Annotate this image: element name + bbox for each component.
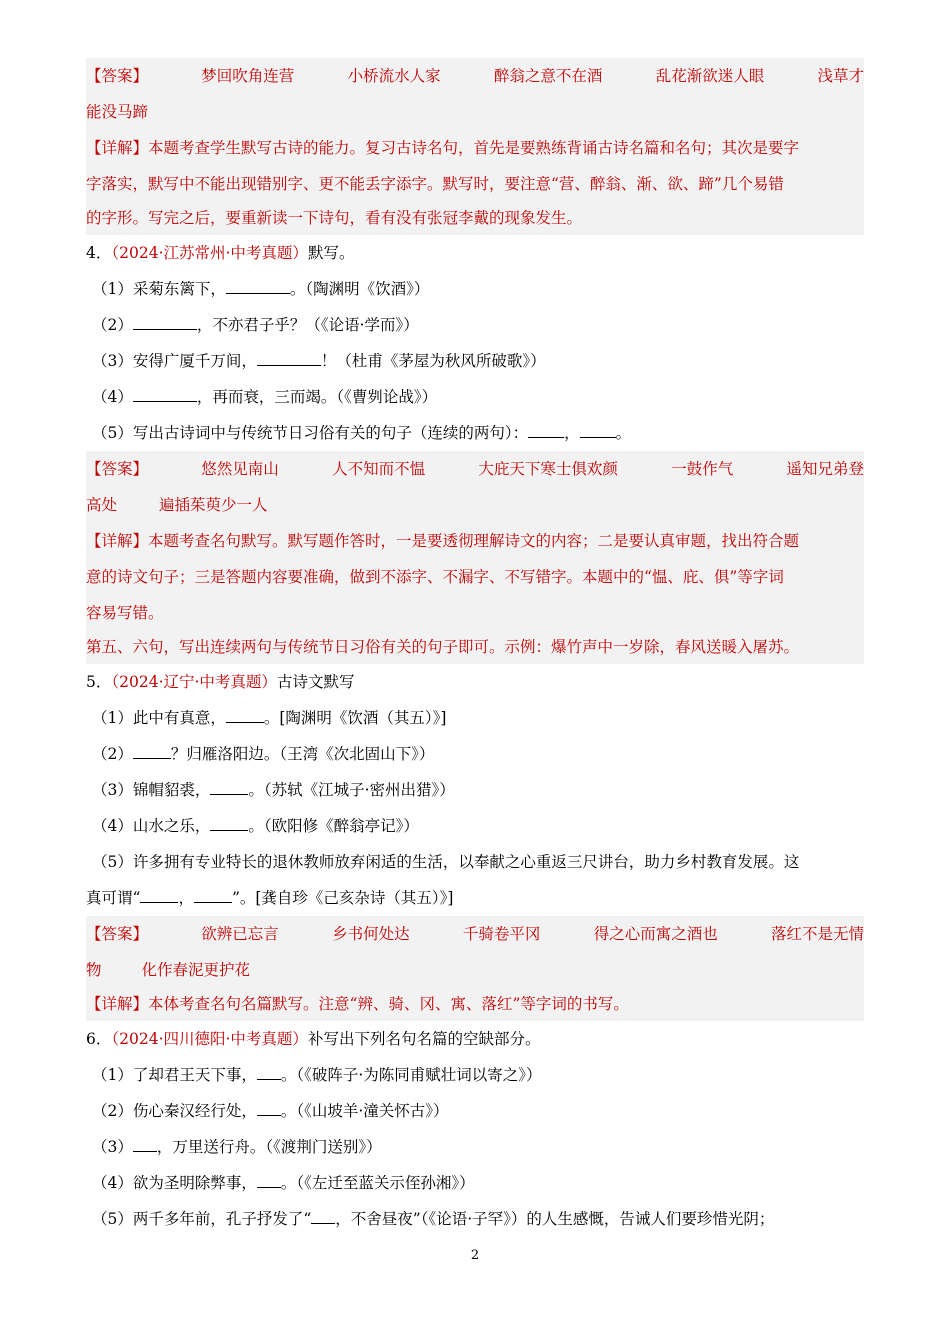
question-item [86,772,864,808]
question-title: 默写。 [307,244,355,262]
answer-block-q5 [86,916,864,988]
answer-item: 乡书何处达 [332,925,410,943]
question-4-heading [86,235,864,271]
answer-item: 大庇天下寒士俱欢颜 [478,460,618,478]
fill-blank [257,1173,281,1188]
item-text: 。（陶渊明《饮酒》） [289,280,430,298]
item-text: ！（杜甫《茅屋为秋风所破歌》） [320,352,546,370]
item-text: （3） [92,1138,133,1156]
detail-tag: 【详解】 [86,139,149,157]
answer-item: 欲辨已忘言 [201,925,279,943]
item-text: 。（《破阵子·为陈同甫赋壮词以寄之》） [280,1066,542,1084]
question-item [86,808,864,844]
answer-item: 物 [86,961,102,979]
answer-item: 高处 [86,496,118,514]
detail-line: 第五、六句，写出连续两句与传统节日习俗有关的句子即可。示例：爆竹声中一岁除，春风送暖入屠苏。 [86,638,800,656]
fill-blank [257,351,321,366]
fill-blank [140,888,178,903]
fill-blank [580,423,616,438]
question-number: 6． [86,1030,112,1048]
detail-line: 意的诗文句子；三是答题内容要准确，做到不添字、不漏字、不写错字。本题中的“愠、庇、俱”等字词 [86,568,784,586]
item-text: ，再而衰，三而竭。（《曹刿论战》） [196,388,438,406]
question-6-heading [86,1021,864,1057]
item-text: ，万里送行舟。（《渡荆门送别》） [156,1138,382,1156]
item-text: ， [564,424,580,442]
answer-block-q3 [86,58,864,130]
item-text: 。（欧阳修《醉翁亭记》） [248,817,419,835]
fill-blank [133,315,197,330]
fill-blank [133,387,197,402]
item-text: （2） [92,316,133,334]
question-item [86,307,864,343]
question-item [86,1093,864,1129]
fill-blank [133,744,171,759]
answer-tag: 【答案】 [86,925,149,943]
item-text: 。（《山坡羊·潼关怀古》） [280,1102,449,1120]
fill-blank [210,816,248,831]
question-item [86,736,864,772]
question-source: （2024·辽宁·中考真题） [111,673,277,691]
question-item-continued [86,880,864,916]
question-item [86,343,864,379]
detail-line: 字落实，默写中不能出现错别字、更不能丢字添字。默写时，要注意“营、醉翁、渐、欲、蹄”几个易错 [86,175,784,193]
question-item [86,1201,864,1237]
answer-line [86,952,864,988]
answer-item: 得之心而寓之酒也 [593,925,718,943]
item-text: （3）锦帽貂裘， [92,781,211,799]
answer-line [86,916,864,952]
question-item [86,1129,864,1165]
item-text: （5）两千多年前，孔子抒发了“ [92,1210,312,1228]
answer-item: 小桥流水人家 [347,67,441,85]
item-text: （4）山水之乐， [92,817,211,835]
question-number: 5． [86,673,112,691]
detail-line [86,523,864,559]
answer-line [86,451,864,487]
item-text: ，不亦君子乎？（《论语·学而》） [196,316,419,334]
fill-blank [226,279,290,294]
item-text: ，不舍昼夜”（《论语·子罕》）的人生感慨，告诫人们要珍惜光阴； [335,1210,775,1228]
question-source: （2024·四川德阳·中考真题） [111,1030,308,1048]
item-text: ”。[龚自珍《己亥杂诗（其五）》] [231,889,454,907]
answer-item: 落红不是无情 [770,925,864,943]
answer-item: 一鼓作气 [671,460,734,478]
answer-item: 醉翁之意不在酒 [493,67,603,85]
detail-block-q4 [86,523,864,664]
item-text: （3）安得广厦千万间， [92,352,257,370]
item-text: （4）欲为圣明除弊事， [92,1174,257,1192]
answer-item: 悠然见南山 [201,460,279,478]
fill-blank [528,423,564,438]
answer-item: 浅草才 [817,67,864,85]
item-text: （5）写出古诗词中与传统节日习俗有关的句子（连续的两句）： [92,424,529,442]
question-item [86,415,864,451]
detail-block-q3 [86,130,864,235]
question-item: （5）许多拥有专业特长的退休教师放弃闲适的生活，以奉献之心重返三尺讲台，助力乡村教育发展。这 [92,853,800,871]
item-text: （1）此中有真意， [92,709,226,727]
item-text: ？归雁洛阳边。（王湾《次北固山下》） [170,745,435,763]
question-item [86,1165,864,1201]
detail-line: 容易写错。 [86,604,164,622]
fill-blank [194,888,232,903]
answer-item: 梦回吹角连营 [201,67,295,85]
fill-blank [311,1209,335,1224]
item-text: 。（苏轼《江城子·密州出猎》） [248,781,455,799]
answer-item: 乱花渐欲迷人眼 [655,67,765,85]
answer-item: 化作春泥更护花 [141,961,251,979]
detail-block-q5 [86,988,864,1021]
fill-blank [210,780,248,795]
item-text: （2） [92,745,133,763]
detail-text: 本体考查名句名篇默写。注意“辨、骑、冈、寓、落红”等字词的书写。 [148,995,629,1013]
answer-item: 遍插茱萸少一人 [159,496,268,514]
answer-block-q4 [86,451,864,523]
item-text: 。 [615,424,632,442]
answer-item: 能没马蹄 [86,103,149,121]
question-source: （2024·江苏常州·中考真题） [111,244,308,262]
fill-blank [226,708,264,723]
question-item [86,379,864,415]
detail-tag: 【详解】 [86,995,149,1013]
answer-item: 千骑卷平冈 [462,925,541,943]
item-text: ， [178,889,194,907]
page-number: 2 [470,1248,480,1263]
answer-line [86,487,864,523]
item-text: （1）了却君王天下事， [92,1066,257,1084]
fill-blank [257,1101,281,1116]
item-text: （2）伤心秦汉经行处， [92,1102,257,1120]
fill-blank [133,1137,157,1152]
detail-text: 本题考查名句默写。默写题作答时，一是要透彻理解诗文的内容；二是要认真审题，找出符合题 [148,532,800,550]
item-text: （4） [92,388,133,406]
question-title: 补写出下列名句名篇的空缺部分。 [307,1030,541,1048]
item-text: 。[陶渊明《饮酒（其五）》] [263,709,447,727]
question-5-heading [86,664,864,700]
answer-item: 遥知兄弟登 [786,460,864,478]
detail-tag: 【详解】 [86,532,149,550]
question-title: 古诗文默写 [276,673,355,691]
answer-tag: 【答案】 [86,460,149,478]
item-text: 真可谓“ [86,889,141,907]
detail-line [86,130,864,166]
answer-line [86,58,864,94]
question-number: 4． [86,244,112,262]
question-item [86,271,864,307]
detail-text: 本题考查学生默写古诗的能力。复习古诗名句，首先是要熟练背诵古诗名篇和名句；其次是要字 [148,139,800,157]
item-text: （1）采菊东篱下， [92,280,226,298]
detail-line [86,988,864,1021]
fill-blank [257,1065,281,1080]
answer-line [86,94,864,130]
detail-line: 的字形。写完之后，要重新读一下诗句，看有没有张冠李戴的现象发生。 [86,209,583,227]
question-item [86,1057,864,1093]
question-item [86,700,864,736]
page-content [86,58,864,1237]
answer-item: 人不知而不愠 [332,460,426,478]
answer-tag: 【答案】 [86,67,149,85]
item-text: 。（《左迁至蓝关示侄孙湘》） [280,1174,475,1192]
